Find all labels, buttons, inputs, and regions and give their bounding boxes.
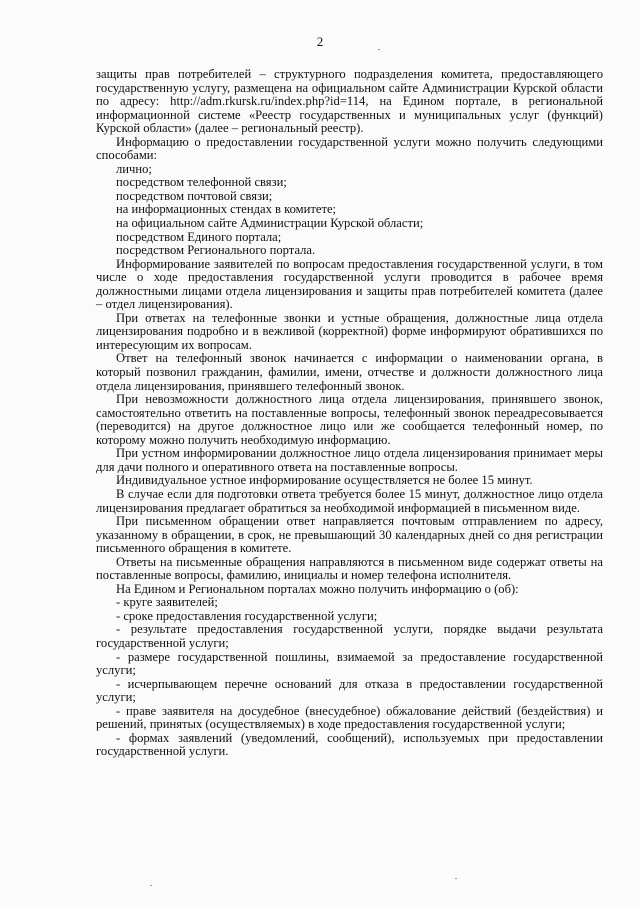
list-item: посредством Регионального портала. <box>116 243 316 258</box>
paragraph: Индивидуальное устное информирование осуществляется не более 15 минут. <box>116 473 533 488</box>
list-item: - круге заявителей; <box>116 595 218 610</box>
paragraph: При ответах на телефонные звонки и устные обращения, должностные лица отдела лицензирования подробно и в вежливой (корректной) форме информируют обратившихся по интересующим их вопросам. <box>96 310 603 352</box>
paragraph: При письменном обращении ответ направляется почтовым отправлением по адресу, указанному в обращении, в срок, не превышающий 30 календарных дней со дня регистрации письменного обращения в комитете. <box>96 514 603 556</box>
list-item: посредством почтовой связи; <box>116 188 273 203</box>
scan-speck <box>455 878 457 879</box>
list-item: на официальном сайте Администрации Курской области; <box>116 216 424 231</box>
paragraph: Информацию о предоставлении государственной услуги можно получить следующими способами: <box>96 134 603 163</box>
list-item: - результате предоставления государственной услуги, порядке выдачи результата государственной услуги; <box>96 622 603 650</box>
page-number: 2 <box>316 34 324 49</box>
paragraph: защиты прав потребителей – структурного подразделения комитета, предоставляющего государственную услугу, размещена на официальном сайте Администрации Курской области по адресу: http://adm.rkursk.ru/index.php?id=114, на Едином портале, в региональной информационной системе «Реестр государственных и муниципальных услуг (функций) Курской области» (далее – региональный реестр). <box>96 67 603 136</box>
list-item: - формах заявлений (уведомлений, сообщений), используемых при предоставлении государственной услуги. <box>96 730 603 759</box>
list-item: - праве заявителя на досудебное (внесудебное) обжалование действий (бездействия) и решений, принятых (осуществляемых) в ходе предоставления государственной услуги; <box>96 703 603 732</box>
list-item: лично; <box>116 161 152 176</box>
list-item: посредством Единого портала; <box>116 229 282 244</box>
paragraph: При устном информировании должностное лицо отдела лицензирования принимает меры для дачи полного и оперативного ответа на поставленные вопросы. <box>96 446 603 474</box>
paragraph: Ответы на письменные обращения направляются в письменном виде содержат ответы на поставленные вопросы, фамилию, инициалы и номер телефона исполнителя. <box>96 554 603 583</box>
paragraph: При невозможности должностного лица отдела лицензирования, принявшего звонок, самостоятельно ответить на поставленные вопросы, телефонный звонок переадресовывается (переводится) на другое должностное лицо или же сообщается телефонный номер, по которому можно получить необходимую информацию. <box>96 392 603 447</box>
paragraph: Ответ на телефонный звонок начинается с информации о наименовании органа, в который позвонил гражданин, фамилии, имени, отчестве и должности должностного лица отдела лицензирования, принявшего телефонный звонок. <box>96 351 603 393</box>
list-item: - исчерпывающем перечне оснований для отказа в предоставлении государственной услуги; <box>96 676 603 705</box>
list-item: посредством телефонной связи; <box>116 175 287 190</box>
list-item: на информационных стендах в комитете; <box>116 202 337 217</box>
scan-speck <box>150 885 152 886</box>
list-item: - размере государственной пошлины, взимаемой за предоставление государственной услуги; <box>96 649 603 678</box>
list-item: - сроке предоставления государственной услуги; <box>116 608 378 623</box>
paragraph: На Едином и Региональном порталах можно получить информацию о (об): <box>116 581 519 596</box>
paragraph: Информирование заявителей по вопросам предоставления государственной услуги, в том числе о ходе предоставления государственной услуги проводится в рабочее время должностными лицами отдела лицензирования и защиты прав потребителей комитета (далее – отдел лицензирования). <box>96 256 603 312</box>
paragraph: В случае если для подготовки ответа требуется более 15 минут, должностное лицо отдела лицензирования предлагает обратиться за необходимой информацией в письменном виде. <box>96 486 603 515</box>
document-body <box>96 68 603 759</box>
scan-speck <box>378 49 380 50</box>
